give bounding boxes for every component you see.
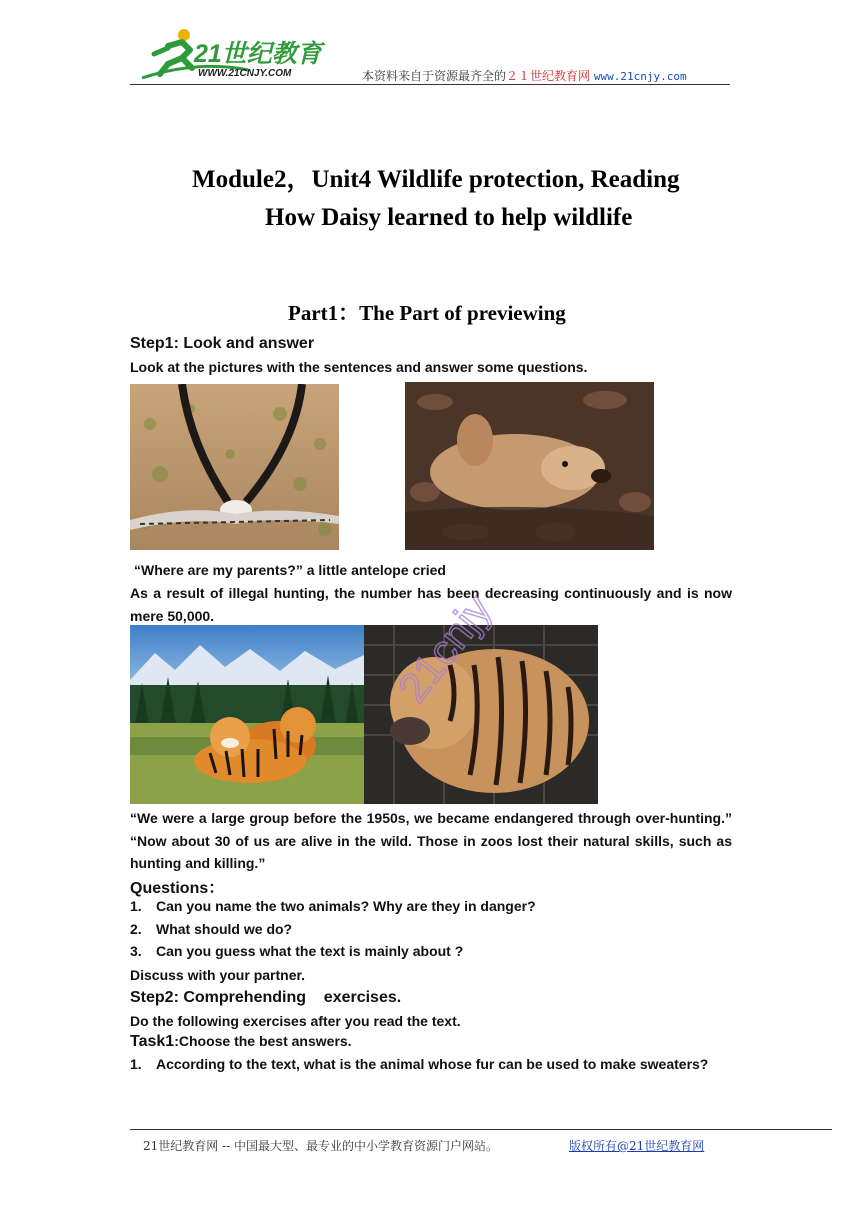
logo-url: WWW.21CNJY.COM: [198, 68, 292, 79]
header-tagline: [362, 67, 687, 84]
task1-text: :Choose the best answers.: [174, 1033, 352, 1049]
tagline-brand[interactable]: ２１世纪教育网: [506, 69, 591, 83]
question-text: Can you name the two animals? Why are they in danger?: [156, 898, 536, 914]
task-item: [130, 1053, 732, 1076]
tigers-in-meadow-photo: [130, 625, 364, 804]
watermark-text: 21cnjy: [388, 586, 501, 711]
step2-heading: Step2: Comprehending exercises.: [130, 989, 402, 1006]
site-logo: [138, 26, 338, 84]
discuss-instruction: Discuss with your partner.: [130, 967, 306, 983]
tiger-quote: “We were a large group before the 1950s, we became endangered through over-hunting.” “Now about 30 of us are alive in the wild. Those in zoos lost their natural skills, such as hunting and killing.”: [130, 810, 732, 871]
part-title: Part1：The Part of previewing: [288, 301, 566, 325]
question-text: What should we do?: [156, 920, 293, 937]
logo-text: 21世纪教育: [194, 40, 322, 68]
footer-divider: [130, 1129, 832, 1130]
step1-heading: Step1: Look and answer: [130, 335, 315, 352]
question-item: [130, 940, 732, 963]
questions-heading: Questions：: [130, 880, 225, 897]
task1-label: Task1: [130, 1033, 175, 1050]
tagline-url[interactable]: www.21cnjy.com: [593, 70, 687, 83]
footer-copyright-link[interactable]: 版权所有@21世纪教育网: [569, 1139, 705, 1153]
footer-description: 21世纪教育网 -- 中国最大型、最专业的中小学教育资源门户网站。: [143, 1139, 499, 1153]
task-number: 1.: [130, 1056, 142, 1072]
header-divider: [130, 84, 730, 85]
task-text: According to the text, what is the animal whose fur can be used to make sweaters?: [156, 1056, 709, 1072]
step2-instruction: Do the following exercises after you read the text.: [130, 1013, 461, 1029]
step1-instruction: Look at the pictures with the sentences and answer some questions.: [130, 359, 588, 375]
tiger-skin-photo: [364, 625, 598, 804]
antelope-paragraph: As a result of illegal hunting, the number has been decreasing continuously and is now mere 50,000.: [130, 585, 732, 624]
question-text: Can you guess what the text is mainly about ?: [156, 943, 464, 959]
question-number: 2.: [130, 920, 142, 937]
task1-list: [130, 1053, 732, 1076]
question-item: [130, 895, 732, 918]
task1-line: [130, 1033, 352, 1051]
questions-list: [130, 895, 732, 963]
antelope-quote: “Where are my parents?” a little antelope cried: [134, 562, 446, 578]
module-title: Module2，Unit4 Wildlife protection, Reading: [192, 166, 680, 193]
tagline-prefix: 本资料来自于资源最齐全的: [362, 69, 507, 83]
question-number: 3.: [130, 943, 142, 959]
antelope-skull-photo: [130, 384, 339, 550]
question-item: [130, 918, 732, 941]
baby-antelope-photo: [405, 382, 654, 550]
lesson-title: How Daisy learned to help wildlife: [265, 204, 633, 231]
question-number: 1.: [130, 898, 142, 914]
